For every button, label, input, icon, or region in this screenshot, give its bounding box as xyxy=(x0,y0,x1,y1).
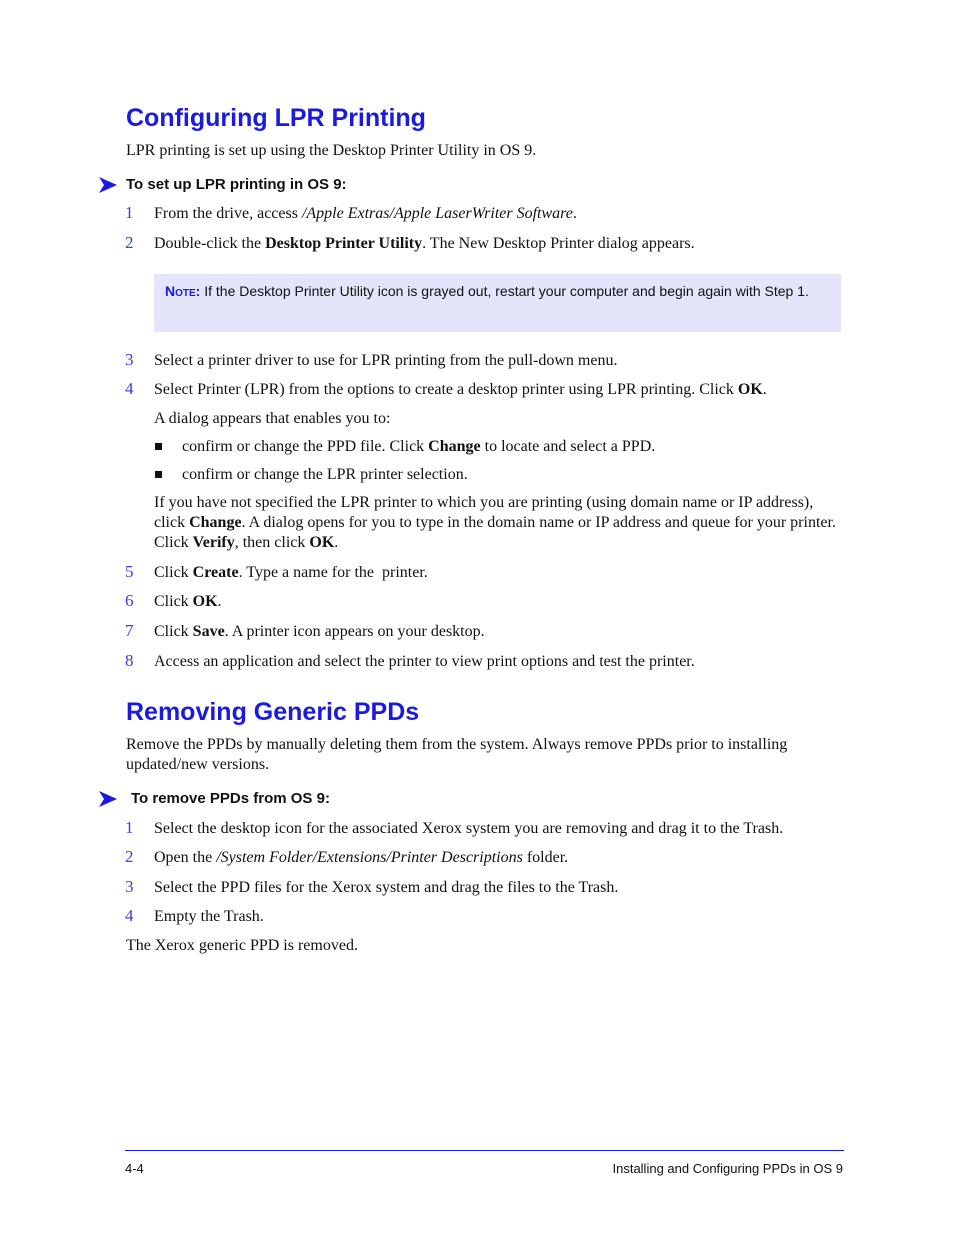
footer-rule xyxy=(125,1150,844,1151)
step-number: 4 xyxy=(125,906,134,925)
step-text: Open the /System Folder/Extensions/Printer Descriptions folder. xyxy=(154,849,569,866)
procedure-title: To set up LPR printing in OS 9: xyxy=(126,176,347,193)
footer-page-number: 4-4 xyxy=(125,1161,144,1176)
procedure-title: To remove PPDs from OS 9: xyxy=(131,790,330,807)
bullet-marker xyxy=(155,443,162,450)
bullet-item: confirm or change the LPR printer selection. xyxy=(182,466,468,483)
step-text: Click Save. A printer icon appears on your desktop. xyxy=(154,623,485,640)
step-number: 2 xyxy=(125,847,134,866)
note-text: If the Desktop Printer Utility icon is grayed out, restart your computer and begin again with Step 1. xyxy=(200,283,809,299)
section-title-configuring-lpr: Configuring LPR Printing xyxy=(126,104,426,132)
step-number: 8 xyxy=(125,651,134,670)
bullet-marker xyxy=(155,471,162,478)
step-number: 6 xyxy=(125,591,134,610)
section-intro: LPR printing is set up using the Desktop Printer Utility in OS 9. xyxy=(126,142,537,159)
step-text: Select a printer driver to use for LPR printing from the pull-down menu. xyxy=(154,352,618,369)
step-number: 1 xyxy=(125,818,134,837)
procedure-arrow-icon xyxy=(98,790,118,808)
footer-chapter-title: Installing and Configuring PPDs in OS 9 xyxy=(612,1161,843,1176)
lpr-printer-paragraph: If you have not specified the LPR printer to which you are printing (using domain name or IP address), click Change. A dialog opens for you to type in the domain name or IP address and queue for your printer. Click Verify, then click OK. xyxy=(154,494,836,551)
conclusion-text: The Xerox generic PPD is removed. xyxy=(126,937,358,954)
step-text: Double-click the Desktop Printer Utility. The New Desktop Printer dialog appears. xyxy=(154,235,695,252)
step-number: 1 xyxy=(125,203,134,222)
step-number: 4 xyxy=(125,379,134,398)
step-text: Access an application and select the printer to view print options and test the printer. xyxy=(154,653,695,670)
step-number: 7 xyxy=(125,621,134,640)
step-number: 3 xyxy=(125,877,134,896)
step-text: Select the PPD files for the Xerox system and drag the files to the Trash. xyxy=(154,879,619,896)
step-number: 3 xyxy=(125,350,134,369)
procedure-arrow-icon xyxy=(98,176,118,194)
bullet-item: confirm or change the PPD file. Click Change to locate and select a PPD. xyxy=(182,438,656,455)
step-text: Empty the Trash. xyxy=(154,908,264,925)
step-text: Click Create. Type a name for the printer. xyxy=(154,564,428,581)
step-text: Select Printer (LPR) from the options to create a desktop printer using LPR printing. Click OK. xyxy=(154,381,767,398)
step-text: Click OK. xyxy=(154,593,222,610)
step-text: Select the desktop icon for the associated Xerox system you are removing and drag it to the Trash. xyxy=(154,820,784,837)
step-number: 5 xyxy=(125,562,134,581)
note-label: Note: xyxy=(165,283,201,299)
section-title-removing-ppds: Removing Generic PPDs xyxy=(126,698,420,726)
note-box xyxy=(154,274,841,332)
section-intro: Remove the PPDs by manually deleting them from the system. Always remove PPDs prior to installing updated/new versions. xyxy=(126,736,788,773)
step-number: 2 xyxy=(125,233,134,252)
step-text: From the drive, access /Apple Extras/Apple LaserWriter Software. xyxy=(154,205,577,222)
dialog-intro: A dialog appears that enables you to: xyxy=(154,410,391,427)
